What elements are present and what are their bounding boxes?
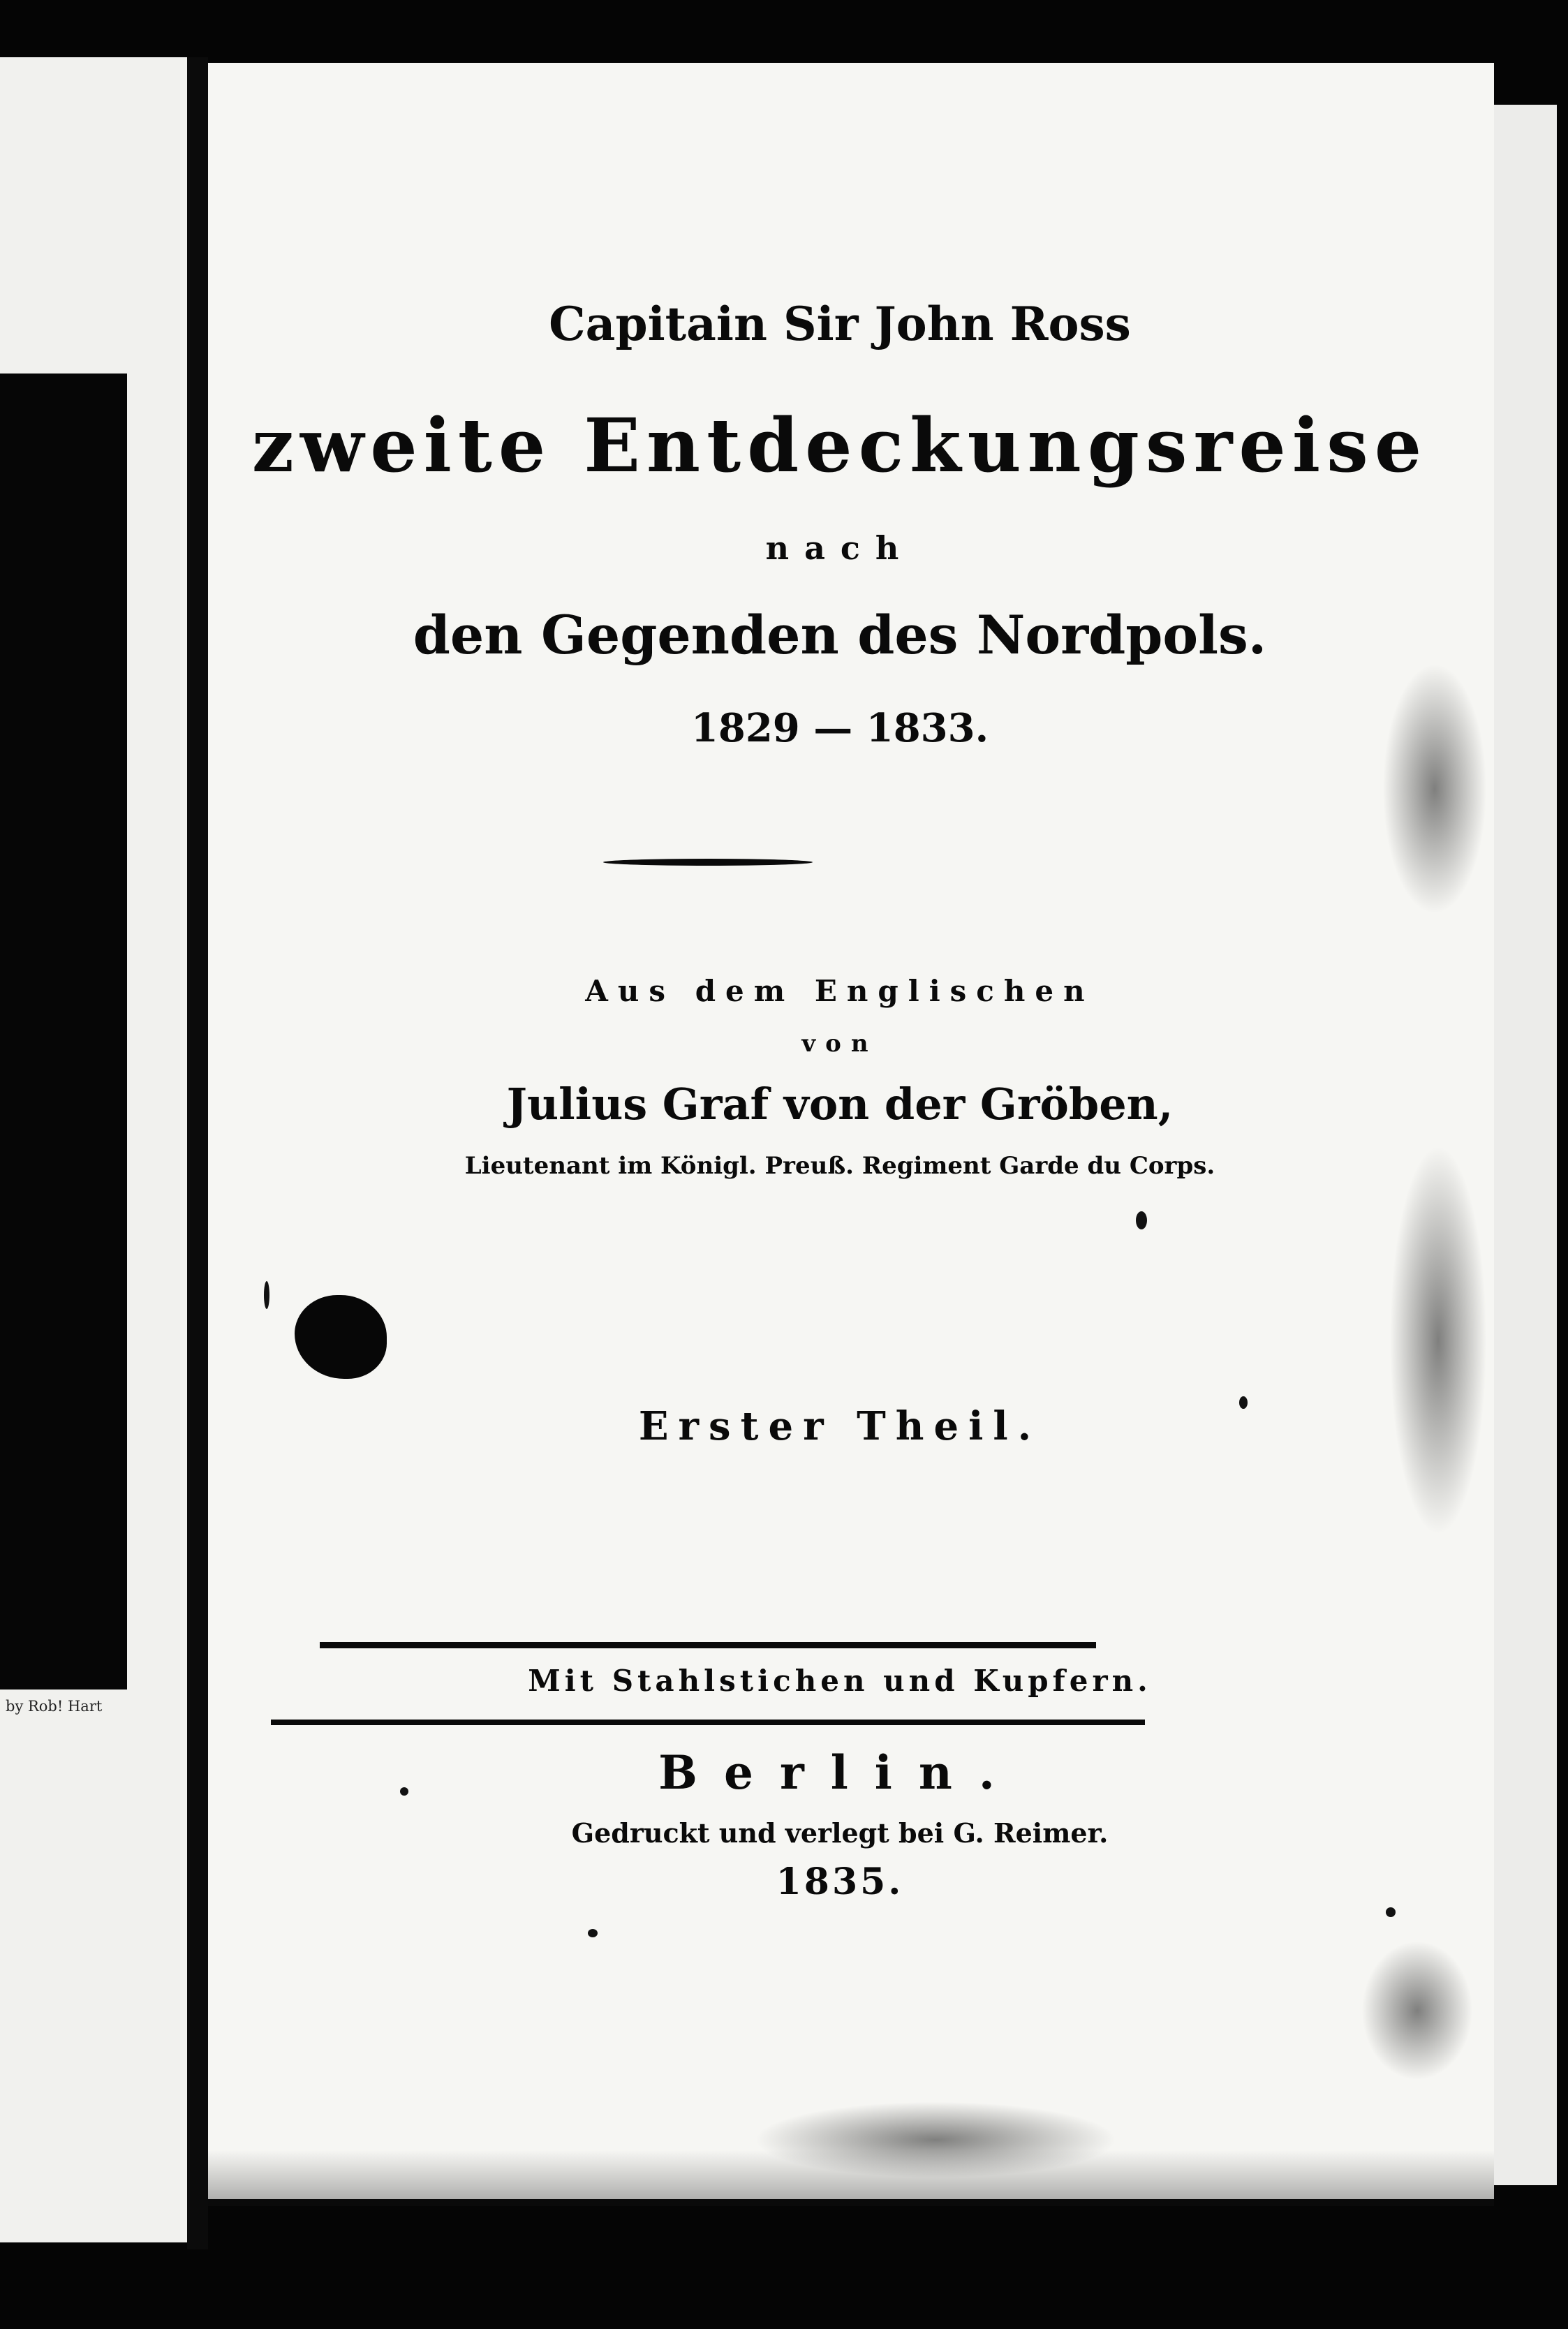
engraving-plate [0,374,127,1690]
title-page [208,63,1494,2199]
speck [1136,1211,1147,1229]
title-region: den Gegenden des Nordpols. [413,604,1267,666]
foxing-stain [754,2101,1117,2178]
translation-von: von [801,1030,878,1058]
engraver-credit: by Rob! Hart [6,1698,103,1715]
foxing-stain [1361,1941,1473,2080]
title-main: zweite Entdeckungsreise [251,401,1428,489]
lower-rule [271,1720,1145,1725]
upper-rule [320,1642,1096,1648]
foxing-stain [1382,663,1487,915]
speck [1386,1907,1396,1917]
speck [400,1787,408,1796]
ornamental-rule [603,859,813,866]
illustrations-note: Mit Stahlstichen und Kupfern. [528,1664,1152,1698]
speck [264,1281,269,1309]
printer: Gedruckt und verlegt bei G. Reimer. [571,1817,1109,1849]
translator-rank: Lieutenant im Königl. Preuß. Regiment Garde du Corps. [464,1152,1215,1180]
translator-name: Julius Graf von der Gröben, [506,1079,1174,1130]
page-edge [1494,105,1557,2185]
author-line: Capitain Sir John Ross [549,297,1131,351]
city: Berlin. [658,1745,1021,1800]
speck [1239,1396,1248,1409]
translation-from: Aus dem Englischen [585,974,1095,1008]
speck [588,1929,598,1937]
volume-label: Erster Theil. [638,1403,1042,1449]
publication-year: 1835. [776,1861,904,1903]
title-nach: nach [765,529,915,567]
years: 1829 — 1833. [690,705,989,751]
book-gutter [187,57,208,2249]
foxing-stain [1389,1145,1487,1536]
